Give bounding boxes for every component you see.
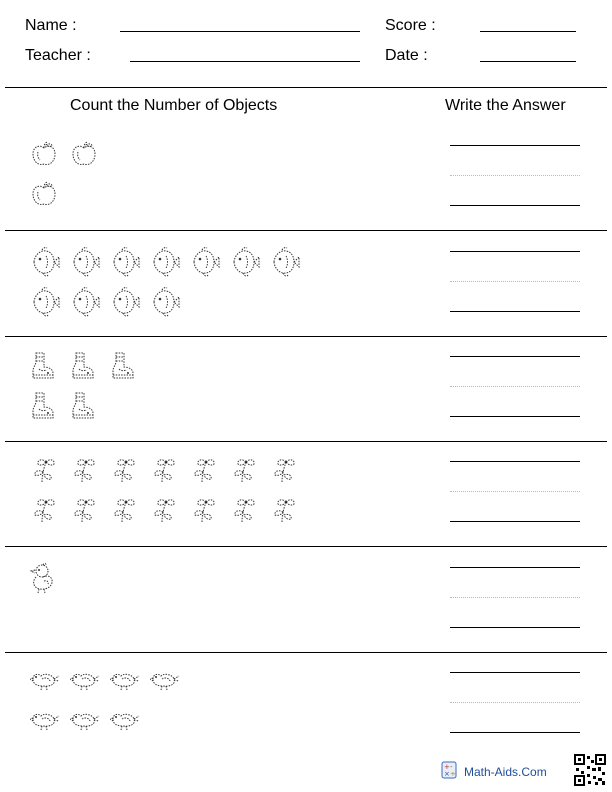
answer-line[interactable] [450, 205, 580, 206]
flower-icon [230, 456, 258, 484]
answer-guide-line [450, 597, 580, 598]
boot-icon [30, 351, 56, 381]
boot-icon [70, 351, 96, 381]
fish-icon [270, 246, 300, 278]
section-divider [5, 230, 607, 231]
fish-icon [190, 246, 220, 278]
bird-icon [30, 707, 60, 731]
svg-text:÷: ÷ [450, 770, 456, 778]
name-label: Name : [25, 17, 77, 34]
apple-icon [30, 180, 58, 208]
answer-line[interactable] [450, 732, 580, 733]
section-divider [5, 652, 607, 653]
flower-icon [30, 456, 58, 484]
bird-icon [70, 667, 100, 691]
calculator-logo-icon [441, 761, 457, 779]
answer-line[interactable] [450, 461, 580, 462]
apple-icon [70, 140, 98, 168]
teacher-field[interactable] [130, 61, 360, 62]
answer-line[interactable] [450, 672, 580, 673]
section-divider [5, 546, 607, 547]
svg-text:-: - [450, 763, 453, 771]
boot-icon [30, 391, 56, 421]
flower-icon [150, 456, 178, 484]
fish-icon [70, 286, 100, 318]
fish-icon [30, 246, 60, 278]
fish-icon [230, 246, 260, 278]
flower-icon [230, 496, 258, 524]
fish-icon [110, 286, 140, 318]
answer-guide-line [450, 175, 580, 176]
qr-code-icon [574, 754, 606, 786]
section-divider [5, 336, 607, 337]
svg-text:+: + [444, 763, 450, 771]
answer-column-title: Write the Answer [445, 97, 566, 114]
fish-icon [30, 286, 60, 318]
flower-icon [270, 456, 298, 484]
flower-icon [190, 456, 218, 484]
score-field[interactable] [480, 31, 576, 32]
svg-text:×: × [444, 770, 450, 778]
count-column-title: Count the Number of Objects [70, 97, 278, 114]
score-label: Score : [385, 17, 436, 34]
flower-icon [150, 496, 178, 524]
flower-icon [70, 496, 98, 524]
answer-line[interactable] [450, 356, 580, 357]
bird-icon [30, 667, 60, 691]
chick-icon [30, 562, 58, 594]
bird-icon [110, 707, 140, 731]
boot-icon [70, 391, 96, 421]
answer-line[interactable] [450, 567, 580, 568]
bird-icon [110, 667, 140, 691]
boot-icon [110, 351, 136, 381]
header-divider [5, 87, 607, 88]
answer-line[interactable] [450, 251, 580, 252]
date-field[interactable] [480, 61, 576, 62]
answer-line[interactable] [450, 145, 580, 146]
fish-icon [150, 286, 180, 318]
fish-icon [110, 246, 140, 278]
flower-icon [110, 496, 138, 524]
answer-line[interactable] [450, 627, 580, 628]
answer-guide-line [450, 386, 580, 387]
apple-icon [30, 140, 58, 168]
answer-line[interactable] [450, 416, 580, 417]
fish-icon [70, 246, 100, 278]
site-name[interactable]: Math-Aids.Com [464, 765, 547, 779]
flower-icon [110, 456, 138, 484]
name-field[interactable] [120, 31, 360, 32]
answer-guide-line [450, 281, 580, 282]
flower-icon [30, 496, 58, 524]
section-divider [5, 441, 607, 442]
flower-icon [70, 456, 98, 484]
bird-icon [70, 707, 100, 731]
answer-line[interactable] [450, 521, 580, 522]
answer-guide-line [450, 702, 580, 703]
answer-line[interactable] [450, 311, 580, 312]
bird-icon [150, 667, 180, 691]
date-label: Date : [385, 47, 428, 64]
teacher-label: Teacher : [25, 47, 91, 64]
flower-icon [270, 496, 298, 524]
flower-icon [190, 496, 218, 524]
fish-icon [150, 246, 180, 278]
answer-guide-line [450, 491, 580, 492]
